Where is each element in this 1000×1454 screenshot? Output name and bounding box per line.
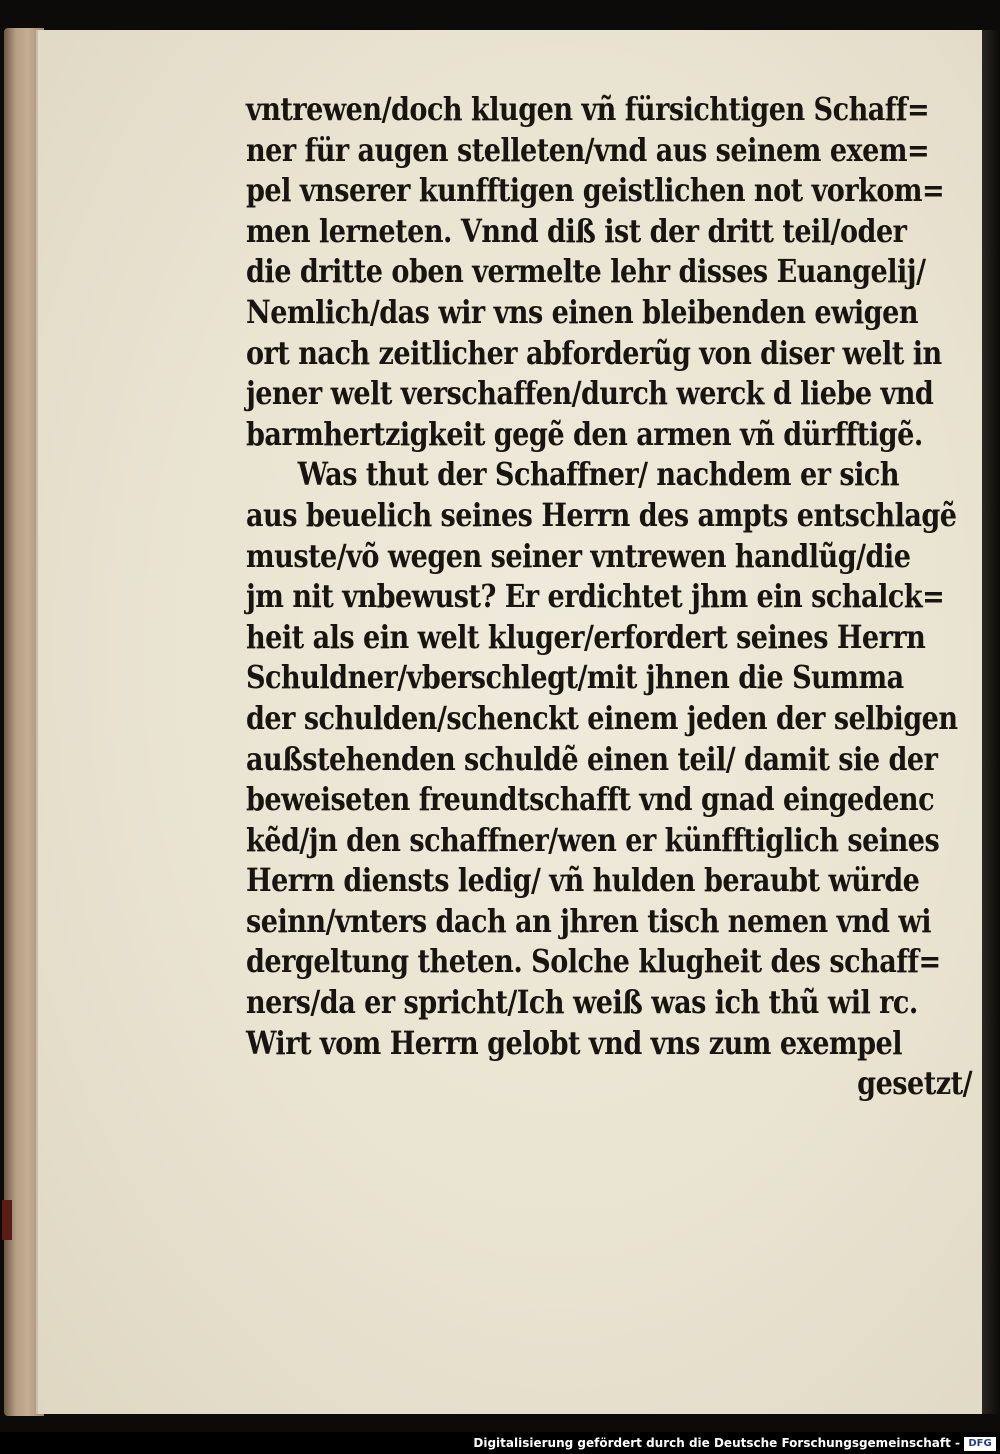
text-line: heit als ein welt kluger/erfordert seines Herrn	[246, 618, 926, 656]
dfg-logo: DFG	[964, 1437, 996, 1451]
text-line: Wirt vom Herrn gelobt vnd vns zum exempel	[246, 1024, 902, 1062]
text-line: men lerneten. Vnnd diß ist der dritt teil/oder	[246, 212, 907, 250]
text-line: vntrewen/doch klugen vñ fürsichtigen Schaff=	[246, 91, 930, 128]
text-line: Herrn diensts ledig/ vñ hulden beraubt würde	[246, 862, 920, 900]
text-line: pel vnserer kunfftigen geistlichen not vorkom=	[246, 172, 945, 210]
text-line: die dritte oben vermelte lehr disses Euangelij/	[246, 253, 926, 291]
text-line: Schuldner/vberschlegt/mit jhnen die Summa	[246, 659, 904, 697]
catchword: gesetzt/	[857, 1065, 972, 1103]
text-line: kẽd/jn den schaffner/wen er künfftiglich seines	[246, 821, 940, 859]
text-line: barmhertzigkeit gegẽ den armen vñ dürfftigẽ.	[246, 415, 923, 453]
text-line: jener welt verschaffen/durch werck d liebe vnd	[246, 375, 934, 413]
text-line: ners/da er spricht/Ich weiß was ich thũ wil rc.	[246, 984, 918, 1022]
text-line: aus beuelich seines Herrn des ampts entschlagẽ	[246, 496, 957, 534]
book-edge-mark	[2, 1200, 12, 1240]
text-line: muste/võ wegen seiner vntrewen handlũg/die	[246, 537, 911, 575]
text-line: dergeltung theten. Solche klugheit des schaff=	[246, 943, 941, 981]
text-line: ort nach zeitlicher abforderũg von diser welt in	[246, 334, 942, 372]
text-line: Was thut der Schaffner/ nachdem er sich	[297, 456, 900, 494]
text-line: jm nit vnbewust? Er erdichtet jhm ein schalck=	[246, 578, 945, 616]
funding-credit: Digitalisierung gefördert durch die Deutsche Forschungsgemeinschaft -	[473, 1436, 960, 1450]
text-line: Nemlich/das wir vns einen bleibenden ewigen	[246, 293, 918, 331]
text-line: beweiseten freundtschafft vnd gnad eingedenc	[246, 781, 935, 819]
text-line: außstehenden schuldẽ einen teil/ damit sie der	[246, 740, 938, 778]
page-text	[246, 90, 972, 1105]
gutter-shadow	[982, 30, 1000, 1414]
text-line: seinn/vnters dach an jhren tisch nemen vnd wi	[246, 902, 931, 940]
text-line: ner für augen stelleten/vnd aus seinem exem=	[246, 131, 930, 169]
text-line: der schulden/schenckt einem jeden der selbigen	[246, 699, 958, 737]
